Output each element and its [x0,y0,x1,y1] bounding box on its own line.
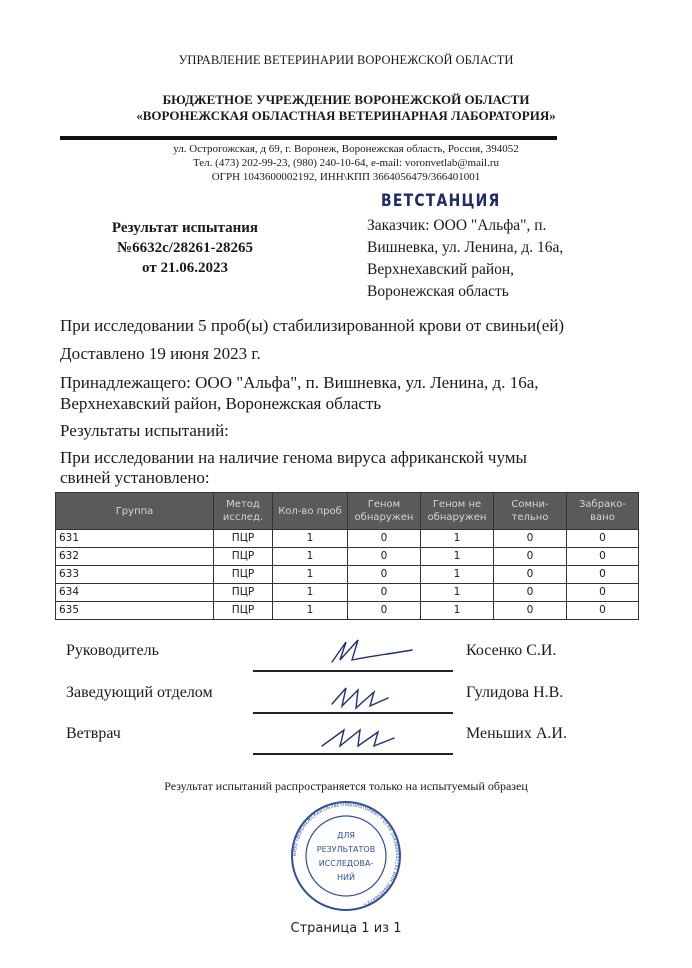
vetstation-stamp: ВЕТСТАНЦИЯ [381,191,501,211]
cell-genome-not-detected: 1 [421,584,494,602]
signature-line [253,670,453,672]
cell-method: ПЦР [214,602,273,620]
cell-genome-detected: 0 [348,584,421,602]
customer-line: Вишневка, ул. Ленина, д. 16а, [367,239,564,256]
cell-doubtful: 0 [494,566,567,584]
phone-email: Тел. (473) 202-99-23, (980) 240-10-64, e-mail: voronvetlab@mail.ru [192,157,499,169]
cell-sample-count: 1 [273,530,348,548]
cell-method: ПЦР [214,584,273,602]
customer-line: Воронежская область [367,283,509,300]
cell-rejected: 0 [567,530,639,548]
finding-line: При исследовании на наличие генома вируса африканской чумы [60,448,527,467]
signature-department-head [332,688,388,708]
registration-numbers: ОГРН 1043600002192, ИНН\КПП 3664056479/366401001 [211,171,481,183]
header-doubtful: Сомни-тельно [494,493,567,530]
table-row [56,548,639,566]
header-divider [60,136,557,140]
result-date: от 21.06.2023 [142,260,228,276]
cell-doubtful: 0 [494,584,567,602]
header-rejected: Забрако-вано [567,493,639,530]
cell-group: 631 [56,530,214,548]
table-row [56,584,639,602]
signature-head [332,640,412,662]
seal-inner-ring [306,816,386,896]
seal-center-text: ИССЛЕДОВА- [318,859,374,868]
laboratory-seal [256,800,436,912]
result-number: №6632с/28261-28265 [117,240,253,256]
signature-vet [322,730,394,746]
cell-group: 635 [56,602,214,620]
delivery-date: Доставлено 19 июня 2023 г. [60,344,261,363]
cell-group: 633 [56,566,214,584]
cell-genome-not-detected: 1 [421,530,494,548]
signatory-role: Ветврач [66,725,121,742]
disclaimer: Результат испытаний распространяется только на испытуемый образец [164,779,528,793]
owner-line: Верхнехавский район, Воронежская область [60,394,382,413]
cell-genome-detected: 0 [348,530,421,548]
org-line-1: БЮДЖЕТНОЕ УЧРЕЖДЕНИЕ ВОРОНЕЖСКОЙ ОБЛАСТИ [162,92,530,107]
signatory-name: Меньших А.И. [466,725,567,742]
cell-rejected: 0 [567,602,639,620]
header-group: Группа [56,493,214,530]
customer-line: Заказчик: ООО "Альфа", п. [367,217,547,234]
results-label: Результаты испытаний: [60,421,229,440]
signature-line [253,753,453,755]
result-heading [70,218,300,278]
customer-block [367,215,667,303]
cell-sample-count: 1 [273,602,348,620]
cell-genome-not-detected: 1 [421,602,494,620]
customer-line: Верхнехавский район, [367,261,515,278]
signatory-name: Косенко С.И. [466,642,557,659]
seal-center-text: РЕЗУЛЬТАТОВ [316,845,376,854]
seal-outer-text: БУВО «ВОРОНЕЖСКАЯ ОБЛВЕТЛАБОРАТОРИЯ» • ОГРН 1043600002192 ИНН 3664056479 • [292,802,400,906]
cell-genome-not-detected: 1 [421,548,494,566]
table-row [56,566,639,584]
cell-method: ПЦР [214,566,273,584]
handwritten-signatures [262,636,452,756]
address: ул. Острогожская, д 69, г. Воронеж, Воронежская область, Россия, 394052 [173,143,519,155]
cell-sample-count: 1 [273,584,348,602]
cell-rejected: 0 [567,584,639,602]
cell-genome-detected: 0 [348,566,421,584]
cell-doubtful: 0 [494,548,567,566]
cell-rejected: 0 [567,548,639,566]
header-method: Метод исслед. [214,493,273,530]
table-row [56,602,639,620]
result-title: Результат испытания [111,220,259,236]
header-genome-detected: Геном обнаружен [348,493,421,530]
cell-method: ПЦР [214,548,273,566]
study-description: При исследовании 5 проб(ы) стабилизированной крови от свиньи(ей) [60,316,565,335]
finding-line: свиней установлено: [60,468,210,487]
header-genome-not-detected: Геном не обнаружен [421,493,494,530]
seal-outer-ring [292,802,400,910]
results-table [55,492,639,620]
cell-doubtful: 0 [494,530,567,548]
owner-info [60,372,680,414]
cell-sample-count: 1 [273,548,348,566]
cell-doubtful: 0 [494,602,567,620]
seal-center-text: ДЛЯ [337,831,355,840]
cell-group: 632 [56,548,214,566]
cell-method: ПЦР [214,530,273,548]
table-header-row [56,493,639,530]
cell-sample-count: 1 [273,566,348,584]
organization-name [0,92,692,124]
header-sample-count: Кол-во проб [273,493,348,530]
cell-group: 634 [56,584,214,602]
agency-name: УПРАВЛЕНИЕ ВЕТЕРИНАРИИ ВОРОНЕЖСКОЙ ОБЛАСТИ [178,53,514,67]
signatory-role: Заведующий отделом [66,684,213,701]
owner-line: Принадлежащего: ООО "Альфа", п. Вишневка, ул. Ленина, д. 16а, [60,373,539,392]
org-line-2: «ВОРОНЕЖСКАЯ ОБЛАСТНАЯ ВЕТЕРИНАРНАЯ ЛАБОРАТОРИЯ» [136,108,556,123]
cell-genome-detected: 0 [348,548,421,566]
table-row [56,530,639,548]
cell-genome-not-detected: 1 [421,566,494,584]
cell-genome-detected: 0 [348,602,421,620]
signature-line [253,712,453,714]
signatory-name: Гулидова Н.В. [466,684,564,701]
page-number: Страница 1 из 1 [290,921,402,936]
signatory-role: Руководитель [66,642,159,659]
finding-statement [60,448,680,488]
seal-center-text: НИЙ [337,873,355,882]
cell-rejected: 0 [567,566,639,584]
contact-block [0,142,692,184]
